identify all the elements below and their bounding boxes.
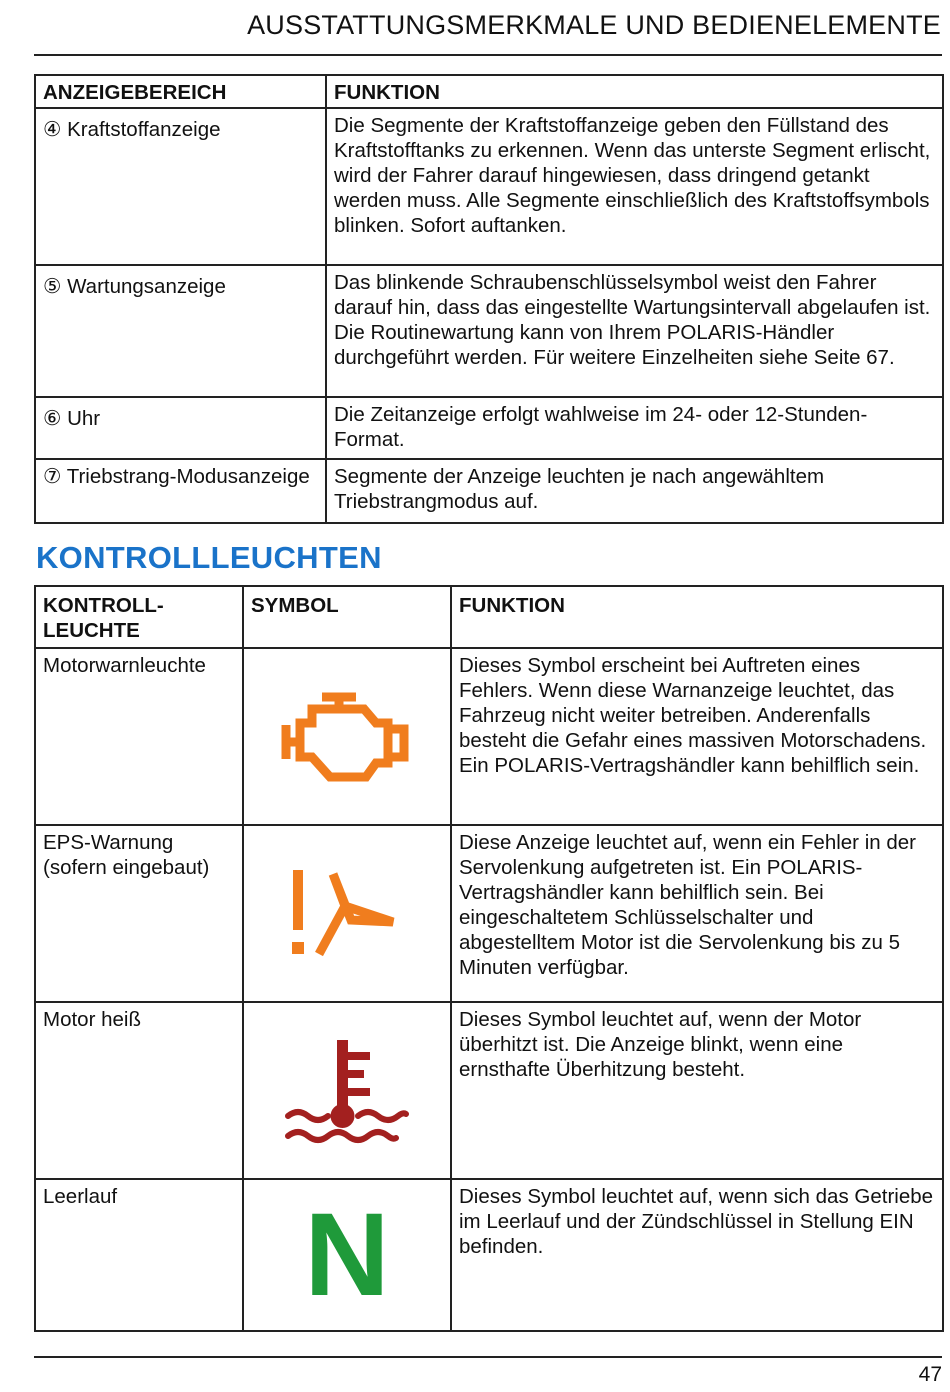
row-area-label: ⑤ Wartungsanzeige [35,265,326,397]
row-function-text: Die Segmente der Kraftstoffanzeige geben den Füllstand des Kraftstofftanks zu erkennen. Wenn das unterste Segment erlischt, wird der Fahrer darauf hingewiesen, dass dringend getankt werden muss. Alle Segmente einschließlich des Kraftstoffsymbols blinken. Sofort auftanken. [326,108,943,265]
row-area-label: ⑦ Triebstrang-Modusanzeige [35,459,326,523]
table-row [35,265,943,397]
page-header-title: AUSSTATTUNGSMERKMALE UND BEDIENELEMENTE [247,10,941,40]
row-function-text: Die Zeitanzeige erfolgt wahlweise im 24- oder 12-Stunden-Format. [326,397,943,459]
table-row [35,397,943,459]
row-symbol [243,1179,451,1331]
footer-divider [34,1356,942,1358]
column-header-function: FUNKTION [451,586,943,648]
row-light-label: EPS-Warnung (sofern eingebaut) [35,825,243,1002]
row-function-text: Dieses Symbol leuchtet auf, wenn der Motor überhitzt ist. Die Anzeige blinkt, wenn eine ernsthafte Überhitzung besteht. [451,1002,943,1179]
engine-warning-icon [280,689,414,785]
table-row [35,648,943,825]
row-function-text: Dieses Symbol leuchtet auf, wenn sich das Getriebe im Leerlauf und der Zündschlüssel in Stellung EIN befinden. [451,1179,943,1331]
row-function-text: Segmente der Anzeige leuchten je nach angewähltem Triebstrangmodus auf. [326,459,943,523]
row-symbol [243,825,451,1002]
row-function-text: Dieses Symbol erscheint bei Auftreten eines Fehlers. Wenn diese Warnanzeige leuchtet, das Fahrzeug nicht weiter betreiben. Anderenfalls besteht die Gefahr eines massiven Motorschadens. Ein POLARIS-Vertragshändler kann behilflich sein. [451,648,943,825]
column-header-light [35,586,243,648]
header-divider [34,54,942,56]
table-row [35,108,943,265]
row-light-label: Motorwarnleuchte [35,648,243,825]
warning-lights-table [34,585,944,1332]
row-area-label: ⑥ Uhr [35,397,326,459]
table-header-row [35,586,943,648]
row-function-text: Diese Anzeige leuchtet auf, wenn ein Fehler in der Servolenkung aufgetreten ist. Ein POLARIS-Vertragshändler kann behilflich sein. Bei eingeschaltetem Schlüsselschalter und abgestelltem Motor ist die Servolenkung bis zu 5 Minuten verfügbar. [451,825,943,1002]
table-row [35,1002,943,1179]
eps-warning-icon [287,866,407,962]
column-header-symbol: SYMBOL [243,586,451,648]
table-header-row [35,75,943,108]
coolant-temperature-icon [282,1036,412,1146]
section-title: KONTROLLLEUCHTEN [36,540,382,575]
page-number: 47 [918,1363,942,1386]
row-light-label: Leerlauf [35,1179,243,1331]
column-header-light-text: KONTROLL-LEUCHTE [43,594,164,642]
row-light-label: Motor heiß [35,1002,243,1179]
display-area-table [34,74,944,524]
row-symbol [243,1002,451,1179]
table-row [35,825,943,1002]
table-row [35,459,943,523]
table-row [35,1179,943,1331]
row-function-text: Das blinkende Schraubenschlüsselsymbol weist den Fahrer darauf hin, dass das eingestellte Wartungsintervall abgelaufen ist. Die Routinewartung kann von Ihrem POLARIS-Händler durchgeführt werden. Für weitere Einzelheiten siehe Seite 67. [326,265,943,397]
neutral-icon: N [304,1189,390,1321]
column-header-area: ANZEIGEBEREICH [35,75,326,108]
row-symbol [243,648,451,825]
column-header-function: FUNKTION [326,75,943,108]
row-area-label: ④ Kraftstoffanzeige [35,108,326,265]
